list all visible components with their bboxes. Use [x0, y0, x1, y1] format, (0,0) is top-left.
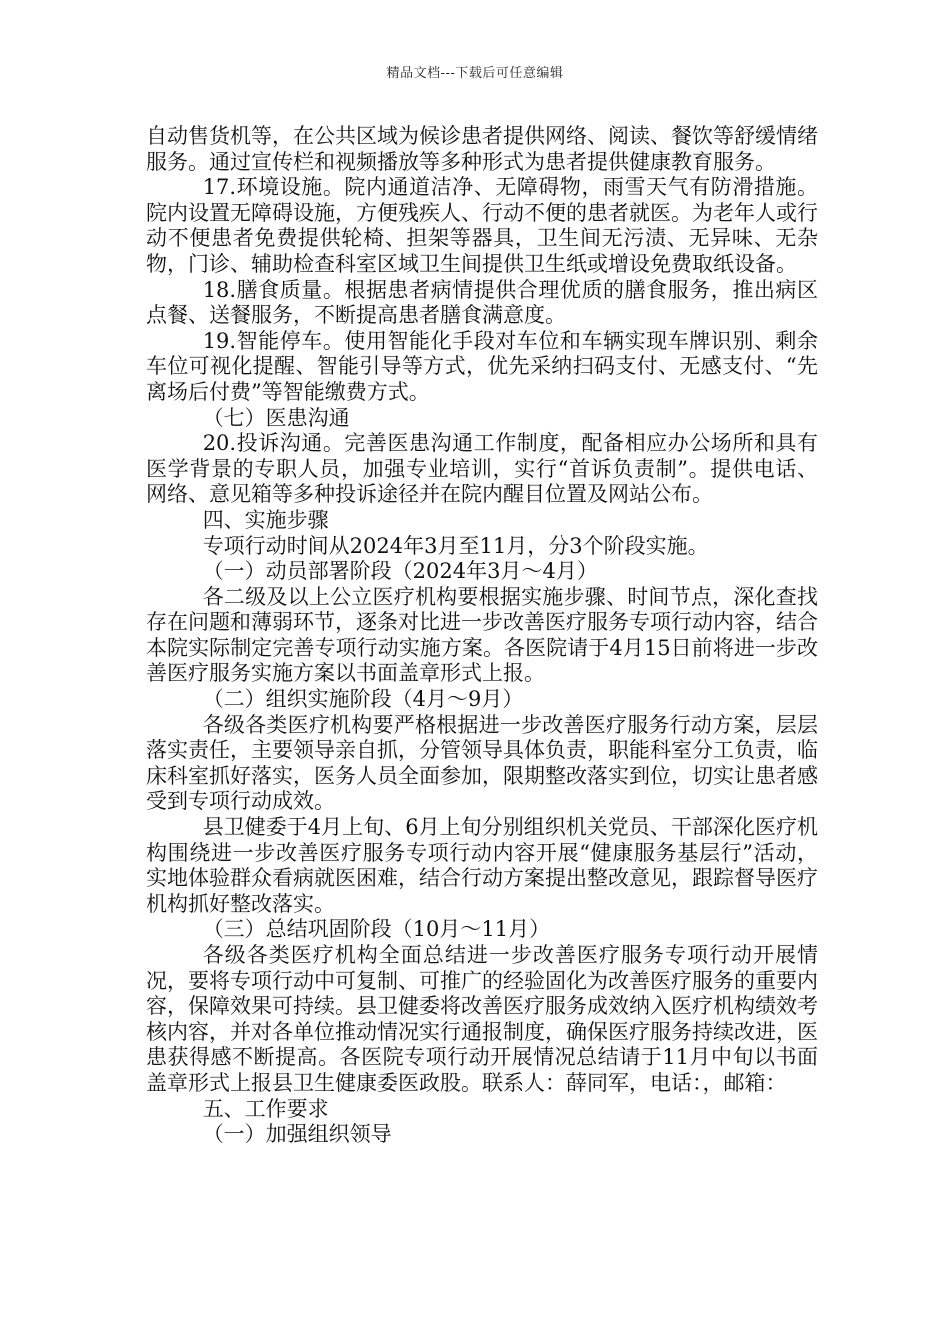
section-heading: （三）总结巩固阶段（10月～11月）: [202, 917, 551, 942]
paragraph: 自动售货机等，在公共区域为候诊患者提供网络、阅读、餐饮等舒缓情绪服务。通过宣传栏和视频播放等多种形式为患者提供健康教育服务。: [146, 124, 818, 174]
paragraph: 专项行动时间从2024年3月至11月，分3个阶段实施。: [202, 533, 709, 558]
paragraph: 18.膳食质量。根据患者病情提供合理优质的膳食服务，推出病区点餐、送餐服务，不断提高患者膳食满意度。: [146, 277, 818, 328]
paragraph: 20.投诉沟通。完善医患沟通工作制度，配备相应办公场所和具有医学背景的专职人员，加强专业培训，实行“首诉负责制”。提供电话、网络、意见箱等多种投诉途径并在院内醒目位置及网站公布。: [146, 431, 818, 507]
paragraph: 县卫健委于4月上旬、6月上旬分别组织机关党员、干部深化医疗机构围绕进一步改善医疗服务专项行动内容开展“健康服务基层行”活动，实地体验群众看病就医困难，结合行动方案提出整改意见，跟踪督导医疗机构抓好整改落实。: [146, 815, 818, 916]
section-heading: 五、工作要求: [202, 1096, 329, 1121]
paragraph: 各级各类医疗机构全面总结进一步改善医疗服务专项行动开展情况，要将专项行动中可复制、可推广的经验固化为改善医疗服务的重要内容，保障效果可持续。县卫健委将改善医疗服务成效纳入医疗机构绩效考核内容，并对各单位推动情况实行通报制度，确保医疗服务持续改进，医患获得感不断提高。各医院专项行动开展情况总结请于11月中旬以书面盖章形式上报县卫生健康委医政股。联系人：薛同军，电话：，邮箱：: [146, 943, 818, 1095]
paragraph: 19.智能停车。使用智能化手段对车位和车辆实现车牌识别、剩余车位可视化提醒、智能引导等方式，优先采纳扫码支付、无感支付、“先离场后付费”等智能缴费方式。: [146, 328, 818, 404]
section-heading: 四、实施步骤: [202, 507, 329, 532]
section-heading: （一）加强组织领导: [202, 1122, 392, 1147]
section-heading: （一）动员部署阶段（2024年3月～4月）: [202, 559, 598, 584]
section-heading: （二）组织实施阶段（4月～9月）: [202, 687, 524, 712]
paragraph: 17.环境设施。院内通道洁净、无障碍物，雨雪天气有防滑措施。院内设置无障碍设施，方便残疾人、行动不便的患者就医。为老年人或行动不便患者免费提供轮椅、担架等器具，卫生间无污渍、无异味、无杂物，门诊、辅助检查科室区域卫生间提供卫生纸或增设免费取纸设备。: [146, 175, 818, 276]
page-header: 精品文档---下载后可任意编辑: [386, 66, 564, 81]
section-heading: （七）医患沟通: [202, 405, 350, 430]
document-body: [146, 124, 818, 1148]
paragraph: 各二级及以上公立医疗机构要根据实施步骤、时间节点，深化查找存在问题和薄弱环节，逐条对比进一步改善医疗服务专项行动内容，结合本院实际制定完善专项行动实施方案。各医院请于4月15日前将进一步改善医疗服务实施方案以书面盖章形式上报。: [146, 584, 818, 686]
paragraph: 各级各类医疗机构要严格根据进一步改善医疗服务行动方案，层层落实责任，主要领导亲自抓，分管领导具体负责，职能科室分工负责，临床科室抓好落实，医务人员全面参加，限期整改落实到位，切实让患者感受到专项行动成效。: [146, 712, 818, 814]
